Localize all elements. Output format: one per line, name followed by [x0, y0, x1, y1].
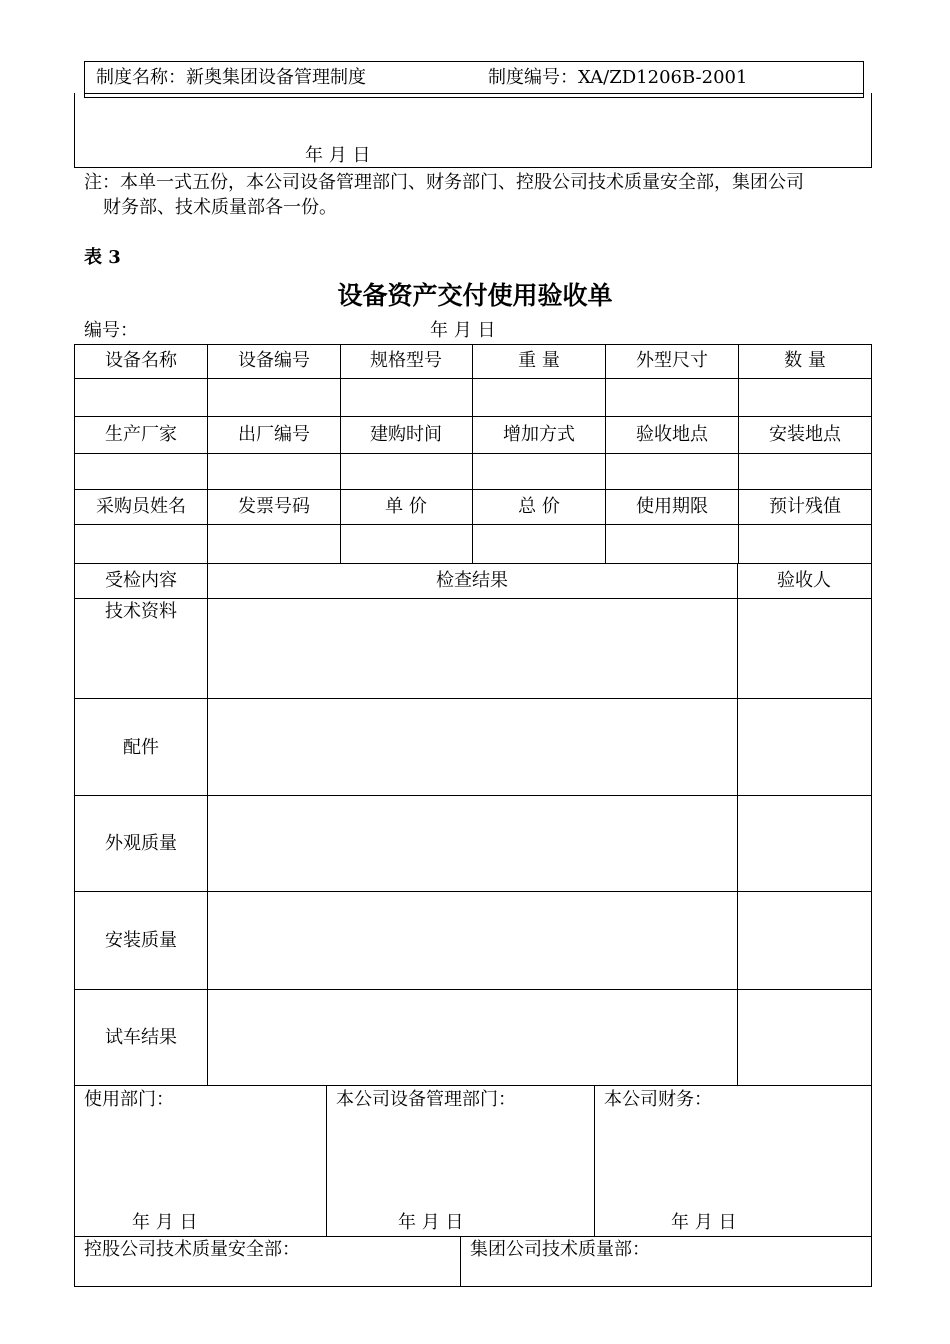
- header-dimensions: 外型尺寸: [636, 350, 708, 371]
- inspect-item-trial-run: 试车结果: [105, 1027, 177, 1048]
- sign-holding-quality: 控股公司技术质量安全部：: [84, 1239, 300, 1260]
- v-line: [340, 344, 341, 563]
- v-line: [207, 563, 208, 1085]
- header-unit-price: 单 价: [385, 496, 427, 517]
- h-line: [74, 795, 872, 796]
- form-title: 设备资产交付使用验收单: [337, 281, 613, 310]
- h-line: [74, 891, 872, 892]
- v-line: [207, 344, 208, 563]
- prev-table-box: [74, 93, 872, 168]
- header-inspect-result: 检查结果: [436, 570, 508, 591]
- header-add-method: 增加方式: [503, 424, 575, 445]
- header-manufacturer: 生产厂家: [105, 424, 177, 445]
- policy-code: 制度编号：XA/ZD1206B-2001: [488, 67, 748, 88]
- sign-group-quality: 集团公司技术质量部：: [470, 1239, 650, 1260]
- h-line: [74, 1236, 872, 1237]
- header-weight: 重 量: [518, 350, 560, 371]
- inspect-item-appearance: 外观质量: [105, 833, 177, 854]
- v-line: [460, 1236, 461, 1287]
- sign-equip-dept: 本公司设备管理部门：: [336, 1089, 516, 1110]
- form-table: [74, 344, 872, 1287]
- v-line: [472, 344, 473, 563]
- header-spec-model: 规格型号: [370, 350, 442, 371]
- header-factory-number: 出厂编号: [238, 424, 310, 445]
- note-line-2: 财务部、技术质量部各一份。: [103, 197, 337, 218]
- h-line: [74, 598, 872, 599]
- header-invoice-number: 发票号码: [238, 496, 310, 517]
- note-line-1: 注：本单一式五份，本公司设备管理部门、财务部门、控股公司技术质量安全部，集团公司: [84, 172, 804, 193]
- sign-use-dept: 使用部门：: [84, 1089, 174, 1110]
- header-equipment-name: 设备名称: [105, 350, 177, 371]
- header-service-life: 使用期限: [636, 496, 708, 517]
- header-purchase-time: 建购时间: [370, 424, 442, 445]
- h-line: [74, 524, 872, 525]
- header-inspector: 验收人: [777, 570, 831, 591]
- form-number-label: 编号：: [84, 320, 138, 341]
- h-line: [74, 698, 872, 699]
- table-label: 表 3: [84, 247, 121, 268]
- v-line: [326, 1085, 327, 1236]
- sign-date-use-dept: 年 月 日: [132, 1212, 198, 1233]
- header-install-site: 安装地点: [769, 424, 841, 445]
- h-line: [74, 563, 872, 564]
- v-line: [738, 344, 739, 563]
- sign-date-equip-dept: 年 月 日: [398, 1212, 464, 1233]
- sign-date-finance: 年 月 日: [671, 1212, 737, 1233]
- header-total-price: 总 价: [518, 496, 560, 517]
- h-line: [74, 378, 872, 379]
- h-line: [74, 989, 872, 990]
- prev-table-date: 年 月 日: [305, 145, 371, 166]
- header-residual-value: 预计残值: [769, 496, 841, 517]
- header-quantity: 数 量: [784, 350, 826, 371]
- h-line: [74, 489, 872, 490]
- policy-name: 制度名称：新奥集团设备管理制度: [96, 67, 366, 88]
- header-equipment-number: 设备编号: [238, 350, 310, 371]
- v-line: [737, 563, 738, 1085]
- inspect-item-accessories: 配件: [123, 737, 159, 758]
- header-buyer-name: 采购员姓名: [96, 496, 186, 517]
- form-date: 年 月 日: [430, 320, 496, 341]
- h-line: [74, 1085, 872, 1086]
- v-line: [605, 344, 606, 563]
- inspect-item-installation: 安装质量: [105, 930, 177, 951]
- header-inspect-content: 受检内容: [105, 570, 177, 591]
- header-acceptance-site: 验收地点: [636, 424, 708, 445]
- inspect-item-tech-docs: 技术资料: [105, 601, 177, 622]
- h-line: [74, 453, 872, 454]
- v-line: [594, 1085, 595, 1236]
- sign-finance: 本公司财务：: [604, 1089, 712, 1110]
- h-line: [74, 416, 872, 417]
